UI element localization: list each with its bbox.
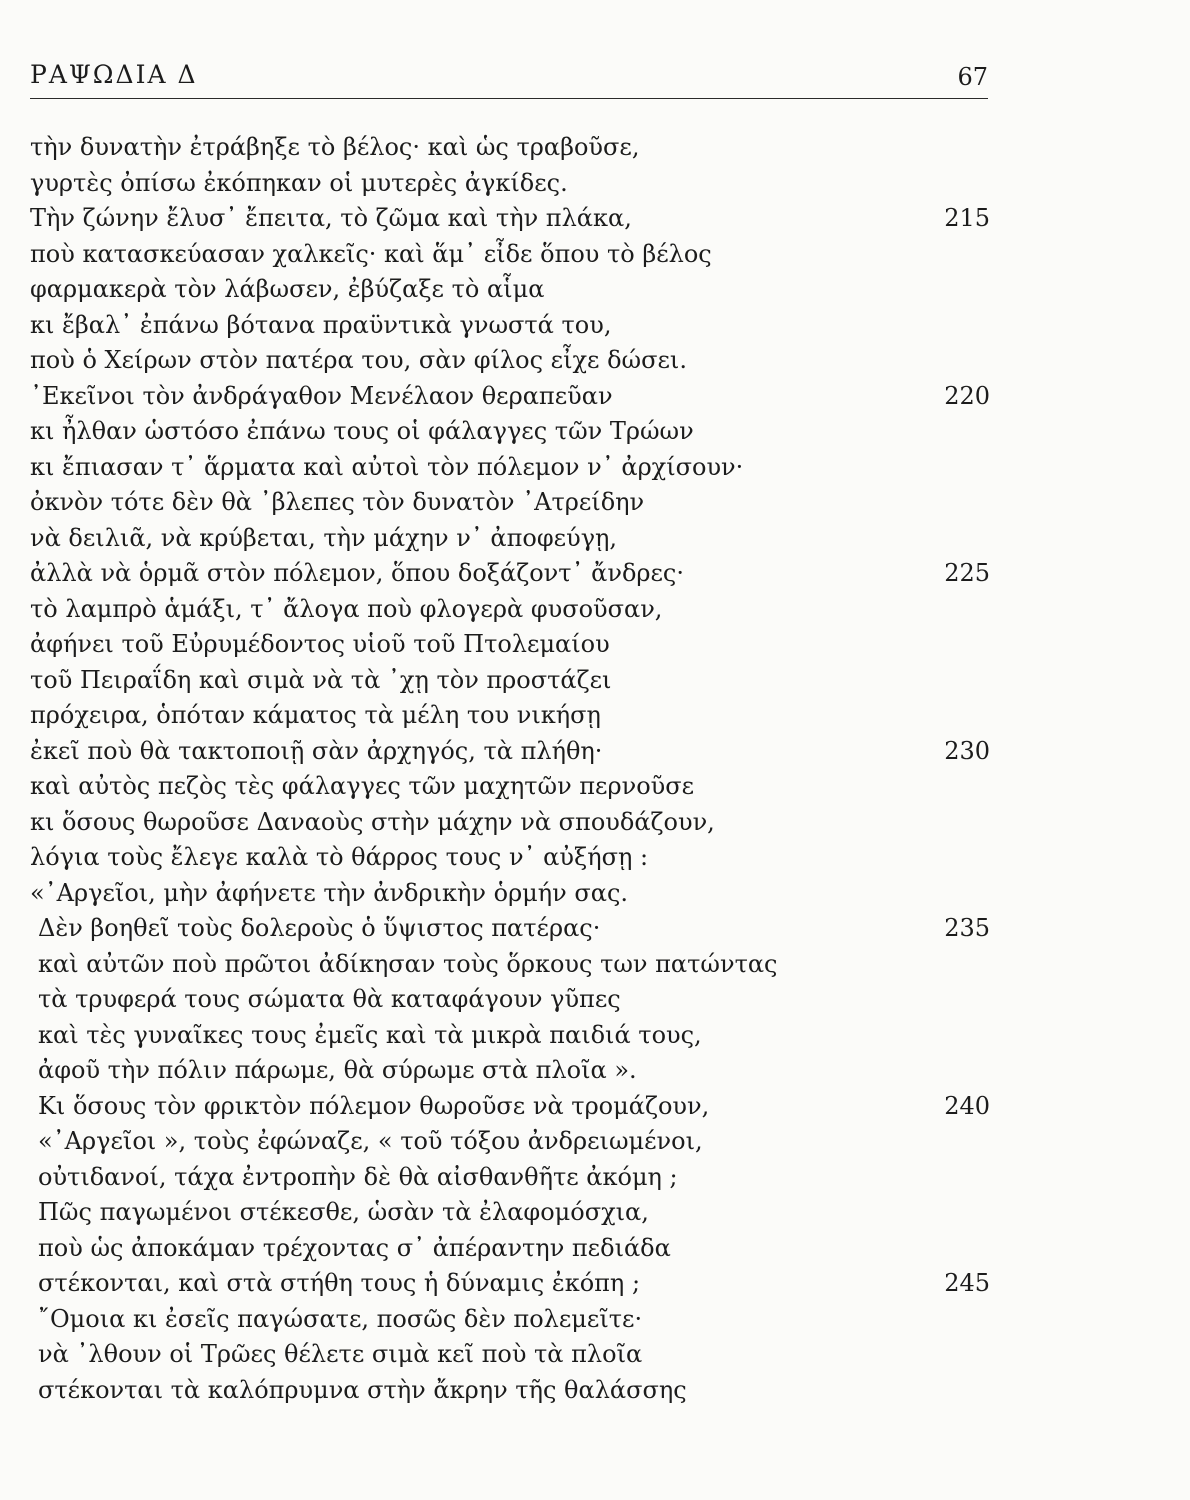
verse-line-text: οὐτιδανοί, τάχα ἐντροπὴν δὲ θὰ αἰσθανθῆτε ἀκόμη ; [38,1162,678,1191]
verse-line [0,379,1190,415]
line-number: 245 [944,1269,990,1297]
verse-line-text: «᾽Αργεῖοι, μὴν ἀφήνετε τὴν ἀνδρικὴν ὁρμήν σας. [30,878,629,907]
verse-line-text: λόγια τοὺς ἔλεγε καλὰ τὸ θάρρος τους ν᾽ αὐξήσῃ : [30,843,649,871]
line-number: 220 [944,381,990,410]
running-head: ΡΑΨΩΔΙΑ Δ [30,60,198,89]
verse-line [0,556,1190,592]
verse-line [0,343,1190,379]
verse-line [0,450,1190,486]
verse-line [0,769,1190,805]
verse-line-text: καὶ αὐτὸς πεζὸς τὲς φάλαγγες τῶν μαχητῶν περνοῦσε [30,772,695,800]
verse-line-text: Τὴν ζώνην ἔλυσ᾽ ἔπειτα, τὸ ζῶμα καὶ τὴν πλάκα, [30,204,632,232]
verse-line [0,237,1190,273]
verse-line [0,1195,1190,1231]
verse-line [0,698,1190,734]
verse-line [0,130,1190,166]
verse-line [0,982,1190,1018]
verse-line [0,734,1190,770]
verse-line [0,840,1190,876]
verse-line-text: καὶ αὐτῶν ποὺ πρῶτοι ἀδίκησαν τοὺς ὅρκους των πατώντας [38,949,778,978]
line-number: 225 [944,559,990,587]
verse-line-text: στέκονται τὰ καλόπρυμνα στὴν ἄκρην τῆς θαλάσσης [38,1375,687,1404]
verse-line [0,663,1190,699]
verse-line-text: Κι ὅσους τὸν φρικτὸν πόλεμον θωροῦσε νὰ τρομάζουν, [38,1091,710,1120]
verse-line [0,592,1190,628]
verse-line [0,1337,1190,1373]
verse-line [0,947,1190,983]
line-number: 240 [944,1091,990,1120]
verse-line [0,1302,1190,1338]
verse-line [0,1231,1190,1267]
page-header [30,58,988,99]
verse-line-text: Πῶς παγωμένοι στέκεσθε, ὡσὰν τὰ ἐλαφομόσχια, [38,1198,649,1226]
verse-line-text: ποὺ ὁ Χείρων στὸν πατέρα του, σὰν φίλος εἶχε δώσει. [30,346,687,374]
verse-line [0,1089,1190,1125]
verse-line [0,201,1190,237]
line-number: 215 [944,204,990,232]
verse-line [0,1266,1190,1302]
verse-line-text: ῎Ομοια κι ἐσεῖς παγώσατε, ποσῶς δὲν πολεμεῖτε· [38,1304,643,1333]
verse-line [0,272,1190,308]
verse-line [0,485,1190,521]
verse-line-text: «᾽Αργεῖοι », τοὺς ἐφώναζε, « τοῦ τόξου ἀνδρειωμένοι, [38,1127,703,1155]
verse-line-text: πρόχειρα, ὁπόταν κάματος τὰ μέλη του νικήσῃ [30,701,601,729]
verse-line-text: νὰ ᾽λθουν οἱ Τρῶες θέλετε σιμὰ κεῖ ποὺ τὰ πλοῖα [38,1340,643,1368]
verse-line [0,414,1190,450]
verse-line-text: ἀφοῦ τὴν πόλιν πάρωμε, θὰ σύρωμε στὰ πλοῖα ». [38,1056,637,1084]
verse-line-text: νὰ δειλιᾶ, νὰ κρύβεται, τὴν μάχην ν᾽ ἀποφεύγῃ, [30,523,618,552]
verse-line-text: ποὺ κατασκεύασαν χαλκεῖς· καὶ ἅμ᾽ εἶδε ὅπου τὸ βέλος [30,239,712,268]
verse-line [0,521,1190,557]
verse-line [0,627,1190,663]
verse-line-text: τὸ λαμπρὸ ἁμάξι, τ᾽ ἄλογα ποὺ φλογερὰ φυσοῦσαν, [30,594,663,623]
poem-text [0,130,1190,1408]
verse-line-text: τοῦ Πειραΐδη καὶ σιμὰ νὰ τὰ ᾽χῃ τὸν προστάζει [30,665,612,694]
verse-line [0,1053,1190,1089]
verse-line-text: ᾽Εκεῖνοι τὸν ἀνδράγαθον Μενέλαον θεραπεῦαν [30,381,613,410]
verse-line-text: ὀκνὸν τότε δὲν θὰ ᾽βλεπες τὸν δυνατὸν ᾽Ατρείδην [30,488,645,516]
line-number: 230 [944,736,990,765]
verse-line-text: καὶ τὲς γυναῖκες τους ἐμεῖς καὶ τὰ μικρὰ παιδιά τους, [38,1020,702,1049]
verse-line-text: τὰ τρυφερά τους σώματα θὰ καταφάγουν γῦπες [38,985,621,1013]
verse-line [0,1160,1190,1196]
verse-line-text: Δὲν βοηθεῖ τοὺς δολεροὺς ὁ ὕψιστος πατέρας· [38,914,601,942]
verse-line-text: στέκονται, καὶ στὰ στήθη τους ἡ δύναμις ἐκόπη ; [38,1269,641,1297]
verse-line [0,1124,1190,1160]
verse-line [0,805,1190,841]
verse-line-text: ἀφήνει τοῦ Εὐρυμέδοντος υἱοῦ τοῦ Πτολεμαίου [30,630,610,658]
verse-line-text: κι ἦλθαν ὡστόσο ἐπάνω τους οἱ φάλαγγες τῶν Τρώων [30,417,694,445]
verse-line-text: κι ἔπιασαν τ᾽ ἅρματα καὶ αὐτοὶ τὸν πόλεμον ν᾽ ἀρχίσουν· [30,452,744,481]
verse-line [0,1018,1190,1054]
verse-line-text: φαρμακερὰ τὸν λάβωσεν, ἐβύζαξε τὸ αἷμα [30,275,545,303]
verse-line [0,876,1190,912]
verse-line-text: τὴν δυνατὴν ἐτράβηξε τὸ βέλος· καὶ ὡς τραβοῦσε, [30,133,640,161]
page-number: 67 [957,63,988,91]
verse-line-text: ἀλλὰ νὰ ὁρμᾶ στὸν πόλεμον, ὅπου δοξάζοντ᾽ ἄνδρες· [30,559,684,587]
verse-line [0,1373,1190,1409]
verse-line-text: κι ἔβαλ᾽ ἐπάνω βότανα πραϋντικὰ γνωστά του, [30,310,612,339]
verse-line-text: ποὺ ὡς ἀποκάμαν τρέχοντας σ᾽ ἀπέραντην πεδιάδα [38,1233,671,1262]
verse-line-text: ἐκεῖ ποὺ θὰ τακτοποιῇ σὰν ἀρχηγός, τὰ πλήθη· [30,736,603,765]
verse-line [0,308,1190,344]
verse-line [0,911,1190,947]
verse-line-text: κι ὅσους θωροῦσε Δαναοὺς στὴν μάχην νὰ σπουδάζουν, [30,807,715,836]
verse-line [0,166,1190,202]
verse-line-text: γυρτὲς ὀπίσω ἐκόπηκαν οἱ μυτερὲς ἀγκίδες. [30,168,568,197]
line-number: 235 [944,914,990,942]
